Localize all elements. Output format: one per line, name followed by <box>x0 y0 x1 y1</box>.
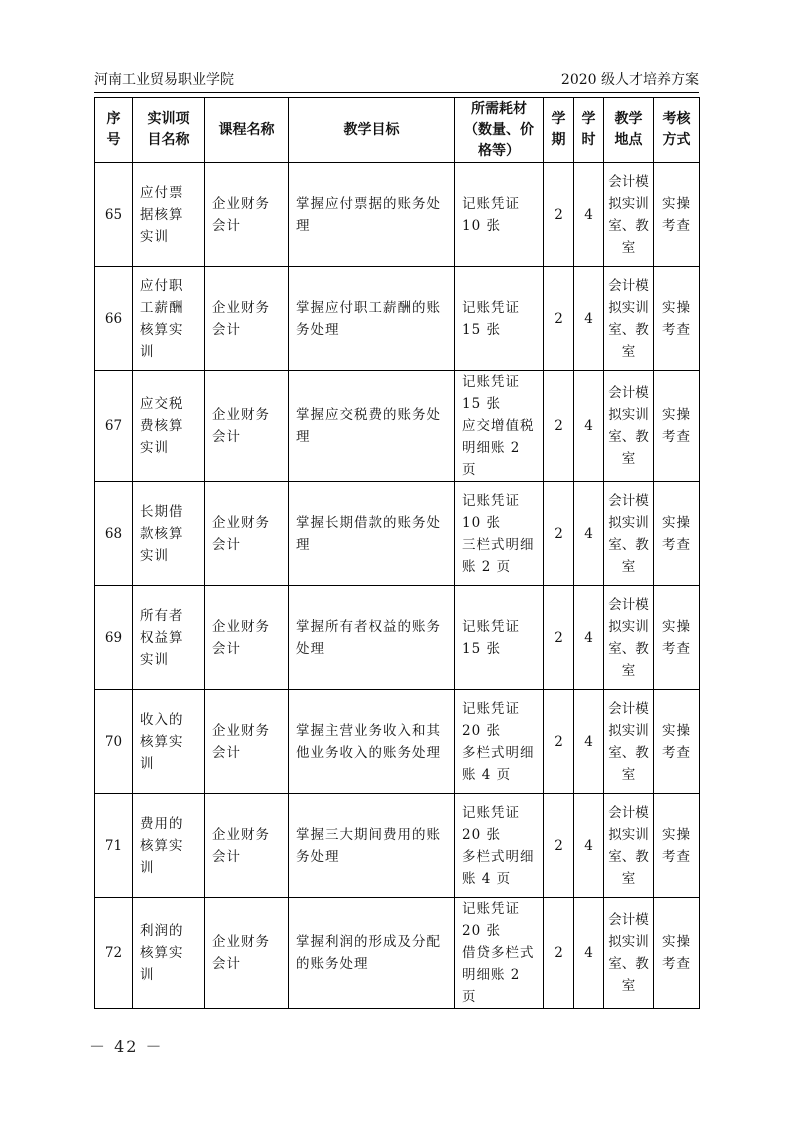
table-row <box>95 371 700 482</box>
cell-course: 企业财务会计 <box>205 267 289 371</box>
cell-hours: 4 <box>574 690 604 794</box>
col-header-material: 所需耗材（数量、价格等） <box>455 98 544 163</box>
cell-term: 2 <box>544 267 574 371</box>
cell-material: 记账凭证 20 张 多栏式明细账 4 页 <box>455 690 544 794</box>
table-row <box>95 163 700 267</box>
cell-exam: 实操考查 <box>654 163 700 267</box>
cell-hours: 4 <box>574 371 604 482</box>
cell-place: 会计模拟实训室、教室 <box>604 690 654 794</box>
cell-project: 长期借款核算实训 <box>133 482 205 586</box>
cell-place: 会计模拟实训室、教室 <box>604 794 654 898</box>
cell-no: 71 <box>95 794 133 898</box>
cell-place: 会计模拟实训室、教室 <box>604 267 654 371</box>
cell-term: 2 <box>544 163 574 267</box>
cell-course: 企业财务会计 <box>205 794 289 898</box>
cell-material: 记账凭证 15 张 <box>455 267 544 371</box>
cell-goal: 掌握三大期间费用的账务处理 <box>289 794 455 898</box>
cell-goal: 掌握应交税费的账务处理 <box>289 371 455 482</box>
cell-exam: 实操考查 <box>654 586 700 690</box>
cell-term: 2 <box>544 371 574 482</box>
cell-goal: 掌握所有者权益的账务处理 <box>289 586 455 690</box>
cell-course: 企业财务会计 <box>205 586 289 690</box>
table-header-row <box>95 98 700 163</box>
cell-place: 会计模拟实训室、教室 <box>604 482 654 586</box>
training-table <box>94 97 700 1009</box>
table-row <box>95 690 700 794</box>
cell-hours: 4 <box>574 898 604 1009</box>
col-header-no: 序号 <box>95 98 133 163</box>
cell-place: 会计模拟实训室、教室 <box>604 371 654 482</box>
cell-no: 70 <box>95 690 133 794</box>
cell-exam: 实操考查 <box>654 794 700 898</box>
cell-project: 应付票据核算实训 <box>133 163 205 267</box>
cell-no: 67 <box>95 371 133 482</box>
cell-exam: 实操考查 <box>654 267 700 371</box>
cell-no: 72 <box>95 898 133 1009</box>
cell-hours: 4 <box>574 482 604 586</box>
cell-project: 费用的核算实训 <box>133 794 205 898</box>
cell-hours: 4 <box>574 794 604 898</box>
cell-no: 65 <box>95 163 133 267</box>
cell-exam: 实操考查 <box>654 482 700 586</box>
cell-place: 会计模拟实训室、教室 <box>604 898 654 1009</box>
col-header-hours: 学时 <box>574 98 604 163</box>
table-row <box>95 794 700 898</box>
cell-course: 企业财务会计 <box>205 482 289 586</box>
cell-hours: 4 <box>574 163 604 267</box>
col-header-project: 实训项目名称 <box>133 98 205 163</box>
col-header-exam: 考核方式 <box>654 98 700 163</box>
cell-hours: 4 <box>574 267 604 371</box>
table-row <box>95 586 700 690</box>
cell-term: 2 <box>544 898 574 1009</box>
cell-term: 2 <box>544 690 574 794</box>
page-number: － 42 － <box>89 1037 164 1056</box>
cell-term: 2 <box>544 794 574 898</box>
cell-course: 企业财务会计 <box>205 898 289 1009</box>
cell-no: 69 <box>95 586 133 690</box>
cell-material: 记账凭证 10 张 三栏式明细账 2 页 <box>455 482 544 586</box>
cell-goal: 掌握长期借款的账务处理 <box>289 482 455 586</box>
cell-goal: 掌握利润的形成及分配的账务处理 <box>289 898 455 1009</box>
cell-material: 记账凭证 15 张 应交增值税明细账 2 页 <box>455 371 544 482</box>
cell-course: 企业财务会计 <box>205 371 289 482</box>
col-header-goal: 教学目标 <box>289 98 455 163</box>
header-doc-title: 2020 级人才培养方案 <box>560 72 699 88</box>
cell-project: 利润的核算实训 <box>133 898 205 1009</box>
cell-hours: 4 <box>574 586 604 690</box>
col-header-course: 课程名称 <box>205 98 289 163</box>
cell-course: 企业财务会计 <box>205 690 289 794</box>
cell-project: 收入的核算实训 <box>133 690 205 794</box>
col-header-place: 教学地点 <box>604 98 654 163</box>
cell-place: 会计模拟实训室、教室 <box>604 586 654 690</box>
cell-material: 记账凭证 20 张 多栏式明细账 4 页 <box>455 794 544 898</box>
header-school-name: 河南工业贸易职业学院 <box>94 72 234 88</box>
cell-exam: 实操考查 <box>654 898 700 1009</box>
cell-place: 会计模拟实训室、教室 <box>604 163 654 267</box>
cell-project: 所有者权益算实训 <box>133 586 205 690</box>
col-header-term: 学期 <box>544 98 574 163</box>
cell-no: 68 <box>95 482 133 586</box>
table-row <box>95 482 700 586</box>
cell-material: 记账凭证 15 张 <box>455 586 544 690</box>
cell-project: 应付职工薪酬核算实训 <box>133 267 205 371</box>
cell-project: 应交税费核算实训 <box>133 371 205 482</box>
table-row <box>95 898 700 1009</box>
cell-course: 企业财务会计 <box>205 163 289 267</box>
cell-term: 2 <box>544 482 574 586</box>
cell-no: 66 <box>95 267 133 371</box>
cell-exam: 实操考查 <box>654 690 700 794</box>
page-header <box>94 70 699 93</box>
cell-goal: 掌握应付票据的账务处理 <box>289 163 455 267</box>
cell-goal: 掌握应付职工薪酬的账务处理 <box>289 267 455 371</box>
table-row <box>95 267 700 371</box>
cell-term: 2 <box>544 586 574 690</box>
cell-goal: 掌握主营业务收入和其他业务收入的账务处理 <box>289 690 455 794</box>
cell-material: 记账凭证 20 张 借贷多栏式明细账 2 页 <box>455 898 544 1009</box>
cell-material: 记账凭证 10 张 <box>455 163 544 267</box>
cell-exam: 实操考查 <box>654 371 700 482</box>
